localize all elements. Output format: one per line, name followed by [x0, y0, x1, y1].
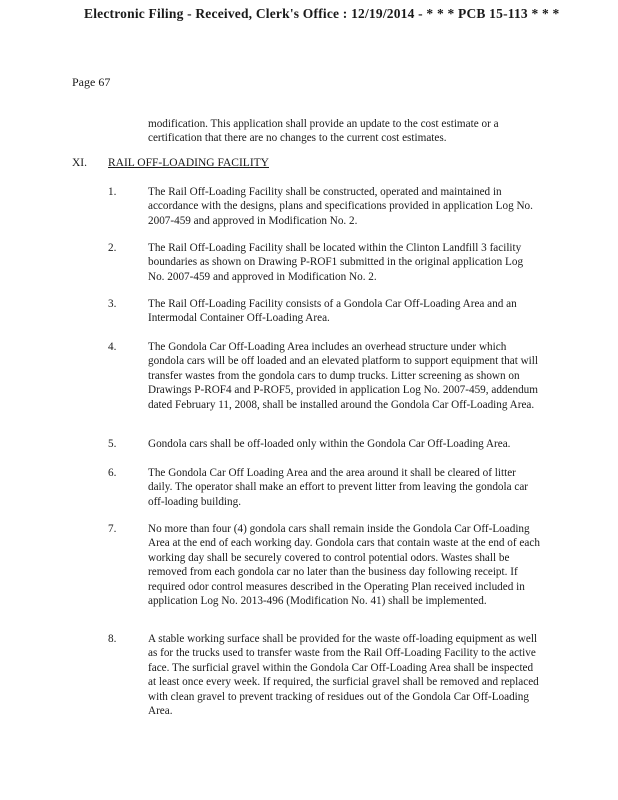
section-number: XI.	[72, 157, 88, 169]
list-item	[108, 185, 548, 228]
section-title: RAIL OFF-LOADING FACILITY	[108, 157, 269, 169]
item-text: The Gondola Car Off-Loading Area includes an overhead structure under which gondola cars will be off loaded and an elevated platform to support equipment that will transfer wastes from the gondola cars to dump trucks. Litter screening as shown on Drawings P-ROF4 and P-ROF5, provided in application Log No. 2007-459, addendum dated February 11, 2008, shall be installed around the Gondola Car Off-Loading Area.	[148, 341, 539, 411]
item-number: 7.	[108, 523, 117, 535]
item-number: 5.	[108, 438, 117, 450]
intro-paragraph: modification. This application shall provide an update to the cost estimate or a certification that there are no changes to the current cost estimates.	[148, 118, 499, 145]
item-text: The Rail Off-Loading Facility consists of a Gondola Car Off-Loading Area and an Intermodal Container Off-Loading Area.	[148, 298, 517, 325]
item-text: Gondola cars shall be off-loaded only within the Gondola Car Off-Loading Area.	[148, 438, 511, 450]
item-number: 8.	[108, 633, 117, 645]
item-text: No more than four (4) gondola cars shall remain inside the Gondola Car Off-Loading Area at the end of each working day. Gondola cars that contain waste at the end of each working day shall be securely covered to control potential odors. Wastes shall be removed from each gondola car no later than the business day following receipt. If required odor control measures described in the Operating Plan received included in application Log No. 2013-496 (Modification No. 41) shall be implemented.	[148, 523, 540, 608]
filing-stamp: Electronic Filing - Received, Clerk's Office : 12/19/2014 - * * * PCB 15-113 * * *	[84, 6, 560, 21]
list-item	[108, 437, 548, 451]
item-number: 4.	[108, 341, 117, 353]
item-number: 2.	[108, 242, 117, 254]
item-text: The Rail Off-Loading Facility shall be located within the Clinton Landfill 3 facility boundaries as shown on Drawing P-ROF1 submitted in the original application Log No. 2007-459 and approved in Modification No. 2.	[148, 242, 524, 283]
page-number: Page 67	[72, 75, 111, 89]
list-item	[108, 632, 548, 718]
list-item	[108, 241, 548, 284]
list-item	[108, 522, 548, 608]
item-number: 3.	[108, 298, 117, 310]
item-text: The Rail Off-Loading Facility shall be constructed, operated and maintained in accordance with the designs, plans and specifications provided in application Log No. 2007-459 and approved in Modification No. 2.	[148, 186, 533, 227]
item-text: The Gondola Car Off Loading Area and the area around it shall be cleared of litter daily. The operator shall make an effort to prevent litter from leaving the gondola car off-loading building.	[148, 467, 529, 508]
item-number: 1.	[108, 186, 117, 198]
item-text: A stable working surface shall be provided for the waste off-loading equipment as well as for the trucks used to transfer waste from the Rail Off-Loading Facility to the active face. The surficial gravel within the Gondola Car Off-Loading Area shall be inspected at least once every week. If required, the surficial gravel shall be removed and replaced with clean gravel to prevent tracking of residues out of the Gondola Car Off-Loading Area.	[148, 633, 539, 718]
item-number: 6.	[108, 467, 117, 479]
list-item	[108, 466, 548, 509]
list-item	[108, 297, 548, 326]
list-item	[108, 340, 548, 412]
